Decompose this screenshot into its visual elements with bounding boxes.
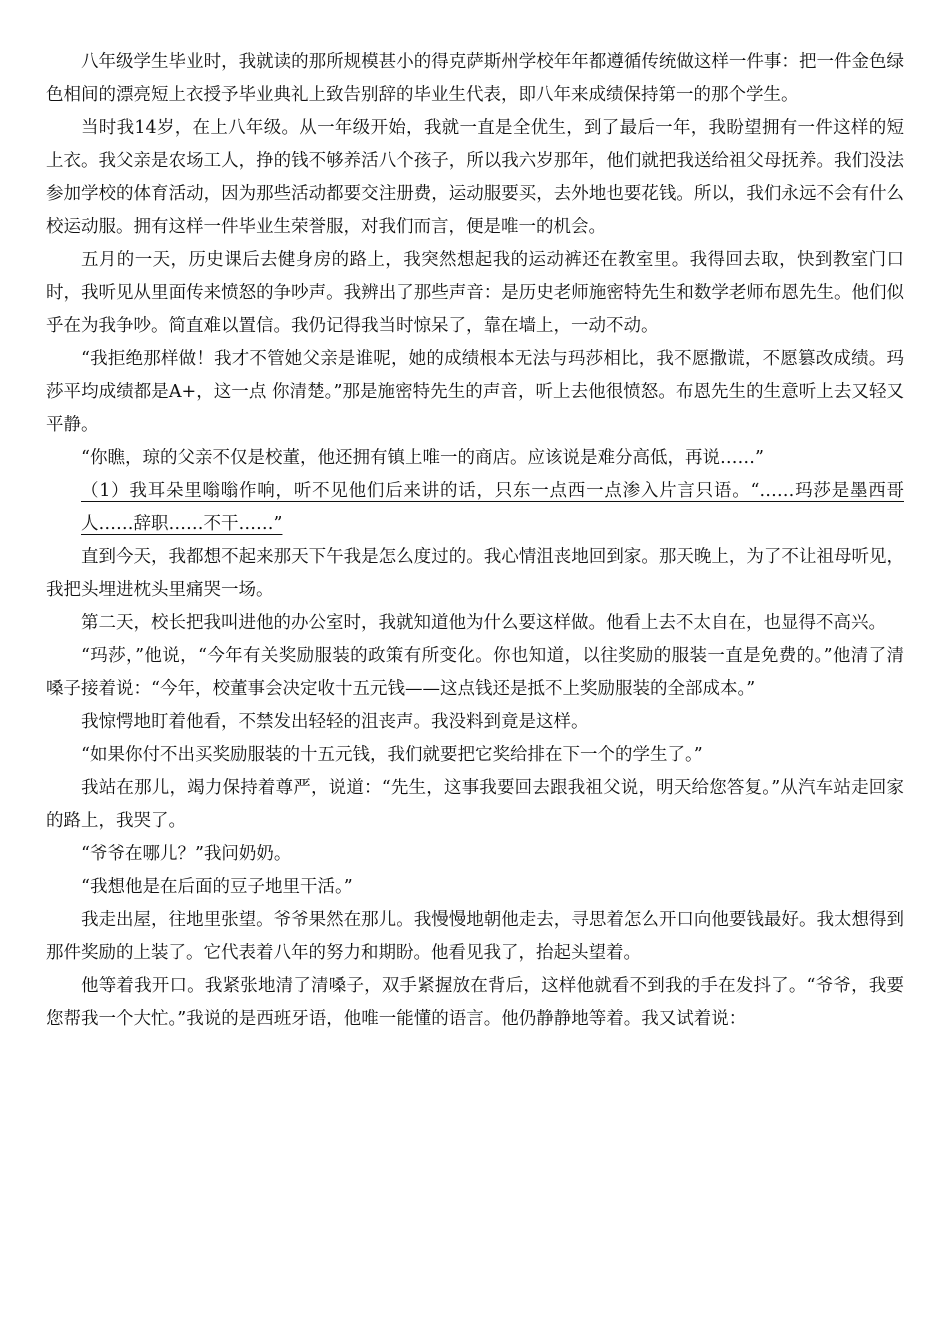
paragraph-1: 八年级学生毕业时，我就读的那所规模甚小的得克萨斯州学校年年都遵循传统做这样一件事：把一件金色绿色相间的漂亮短上衣授予毕业典礼上致告别辞的毕业生代表，即八年来成绩保持第一的那个学生。 bbox=[46, 52, 904, 105]
paragraph-10: 我惊愕地盯着他看，不禁发出轻轻的沮丧声。我没料到竟是这样。 bbox=[81, 712, 589, 732]
paragraph-13: “爷爷在哪儿？”我问奶奶。 bbox=[81, 844, 292, 864]
paragraph-12: 我站在那儿，竭力保持着尊严，说道：“先生，这事我要回去跟我祖父说，明天给您答复。”从汽车站走回家的路上，我哭了。 bbox=[46, 778, 904, 831]
paragraph-4: “我拒绝那样做！我才不管她父亲是谁呢，她的成绩根本无法与玛莎相比，我不愿撒谎，不愿篡改成绩。玛莎平均成绩都是A+，这一点 你清楚。”那是施密特先生的声音，听上去他很愤怒。布恩先生的生意听上去又轻又平静。 bbox=[46, 349, 904, 435]
underlined-question-paragraph bbox=[46, 475, 904, 541]
underlined-sentence: （1）我耳朵里嗡嗡作响，听不见他们后来讲的话，只东一点西一点渗入片言只语。“……玛莎是墨西哥人……辞职……不干……” bbox=[81, 481, 904, 534]
paragraph-7: 直到今天，我都想不起来那天下午我是怎么度过的。我心情沮丧地回到家。那天晚上，为了不让祖母听见，我把头埋进枕头里痛哭一场。 bbox=[46, 547, 904, 600]
document-page bbox=[46, 46, 904, 1036]
paragraph-8: 第二天，校长把我叫进他的办公室时，我就知道他为什么要这样做。他看上去不太自在，也显得不高兴。 bbox=[81, 613, 886, 633]
paragraph-5: “你瞧，琼的父亲不仅是校董，他还拥有镇上唯一的商店。应该说是难分高低，再说……” bbox=[81, 448, 764, 468]
paragraph-2: 当时我14岁，在上八年级。从一年级开始，我就一直是全优生，到了最后一年，我盼望拥有一件这样的短上衣。我父亲是农场工人，挣的钱不够养活八个孩子，所以我六岁那年，他们就把我送给祖父母抚养。我们没法参加学校的体育活动，因为那些活动都要交注册费，运动服要买，去外地也要花钱。所以，我们永远不会有什么校运动服。拥有这样一件毕业生荣誉服，对我们而言，便是唯一的机会。 bbox=[46, 118, 904, 237]
paragraph-3: 五月的一天，历史课后去健身房的路上，我突然想起我的运动裤还在教室里。我得回去取，快到教室门口时，我听见从里面传来愤怒的争吵声。我辨出了那些声音：是历史老师施密特先生和数学老师布恩先生。他们似乎在为我争吵。简直难以置信。我仍记得我当时惊呆了，靠在墙上，一动不动。 bbox=[46, 250, 904, 336]
paragraph-9: “玛莎，”他说，“今年有关奖励服装的政策有所变化。你也知道，以往奖励的服装一直是免费的。”他清了清嗓子接着说：“今年，校董事会决定收十五元钱——这点钱还是抵不上奖励服装的全部成本。” bbox=[46, 646, 904, 699]
paragraph-15: 我走出屋，往地里张望。爷爷果然在那儿。我慢慢地朝他走去，寻思着怎么开口向他要钱最好。我太想得到那件奖励的上装了。它代表着八年的努力和期盼。他看见我了，抬起头望着。 bbox=[46, 910, 904, 963]
paragraph-14: “我想他是在后面的豆子地里干活。” bbox=[81, 877, 353, 897]
paragraph-16: 他等着我开口。我紧张地清了清嗓子，双手紧握放在背后，这样他就看不到我的手在发抖了。“爷爷，我要您帮我一个大忙。”我说的是西班牙语，他唯一能懂的语言。他仍静静地等着。我又试着说： bbox=[46, 976, 904, 1029]
paragraph-11: “如果你付不出买奖励服装的十五元钱，我们就要把它奖给排在下一个的学生了。” bbox=[81, 745, 703, 765]
